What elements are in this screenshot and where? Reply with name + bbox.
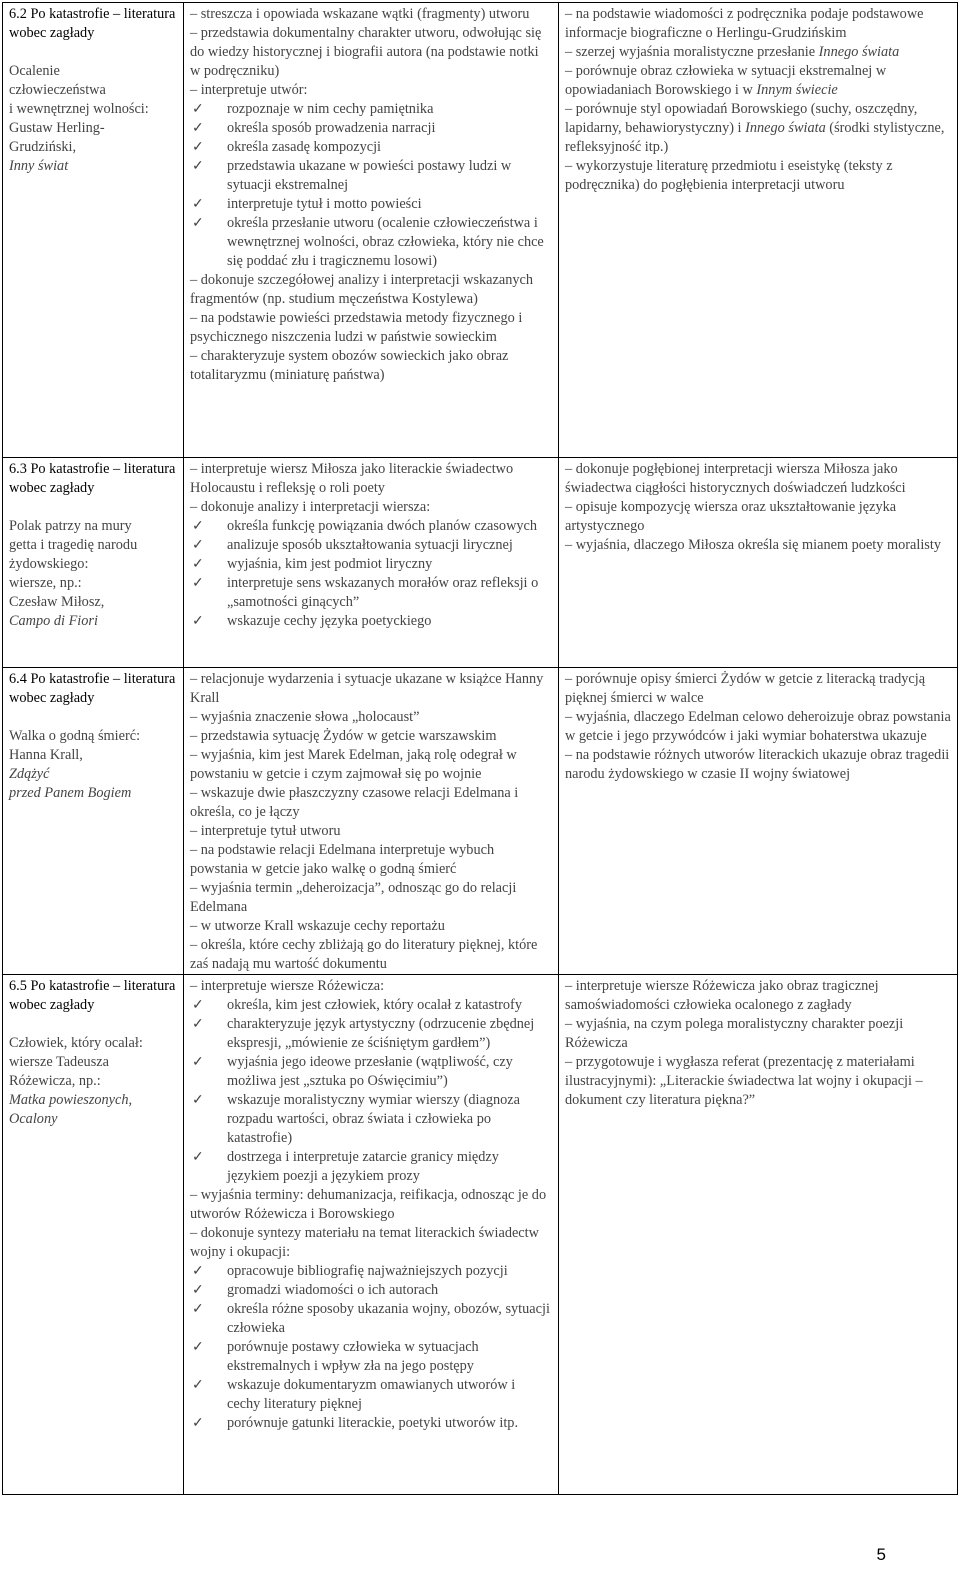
topic-line: Człowiek, który ocalał:: [9, 1035, 143, 1051]
check-item: [190, 214, 552, 271]
check-item: [190, 517, 552, 536]
basic-requirements-cell: [184, 3, 559, 458]
check-item: [190, 1015, 552, 1053]
check-item-text: rozpoznaje w nim cechy pamiętnika: [227, 101, 434, 117]
list-item-text: – przedstawia dokumentalny charakter utworu, odwołując się do wiedzy historycznej i biografii autora (na podstawie notki w podręczniku): [190, 25, 542, 79]
list-item-text: – wyjaśnia, na czym polega moralistyczny charakter poezji Różewicza: [565, 1016, 904, 1051]
section-heading: 6.2 Po katastrofie – literatura wobec zagłady: [9, 6, 176, 41]
check-item: [190, 1053, 552, 1091]
checkmark-icon: ✓: [192, 519, 204, 534]
topic-title: [9, 517, 177, 631]
checkmark-icon: ✓: [192, 998, 204, 1013]
topic-line: Hanna Krall,: [9, 747, 83, 763]
checkmark-icon: ✓: [192, 159, 204, 174]
list-item-text: – na podstawie różnych utworów literackich ukazuje obraz tragedii narodu żydowskiego w czasie II wojny światowej: [565, 747, 950, 782]
check-item: [190, 612, 552, 631]
check-item-text: dostrzega i interpretuje zatarcie granicy między językiem poezji a językiem prozy: [227, 1149, 499, 1184]
list-item: [190, 917, 552, 936]
list-item: [190, 1186, 552, 1224]
checkmark-icon: ✓: [192, 1093, 204, 1108]
check-item-text: wyjaśnia jego ideowe przesłanie (wątpliwość, czy możliwa jest „sztuka po Oświęcimiu”): [227, 1054, 513, 1089]
list-item: [190, 936, 552, 974]
topic-work-title: Inny świat: [9, 158, 69, 174]
topic-line: żydowskiego:: [9, 556, 89, 572]
check-item: [190, 1281, 552, 1300]
check-item-text: interpretuje tytuł i motto powieści: [227, 196, 422, 212]
list-item-text: – porównuje opisy śmierci Żydów w getcie z literacką tradycją pięknej śmierci w walce: [565, 671, 926, 706]
list-item-text: – wyjaśnia terminy: dehumanizacja, reifikacja, odnosząc je do utworów Różewicza i Borowskiego: [190, 1187, 547, 1222]
section-heading: 6.3 Po katastrofie – literatura wobec zagłady: [9, 461, 176, 496]
list-item: [190, 347, 552, 385]
check-item: [190, 1091, 552, 1148]
list-item-text: – w utworze Krall wskazuje cechy reportażu: [190, 918, 445, 934]
extended-requirements-cell: [559, 975, 958, 1495]
list-item-text: – interpretuje tytuł utworu: [190, 823, 341, 839]
table-row: [3, 3, 958, 458]
list-item-text: – dokonuje pogłębionej interpretacji wiersza Miłosza jako świadectwa ciągłości historycznych doświadczeń ludzkości: [565, 461, 906, 496]
list-item: [565, 5, 951, 43]
list-item: [565, 460, 951, 498]
list-item-text: – interpretuje wiersz Miłosza jako literackie świadectwo Holocaustu i refleksję o roli poety: [190, 461, 514, 496]
list-item: [565, 157, 951, 195]
checkmark-icon: ✓: [192, 1264, 204, 1279]
list-item: [565, 43, 951, 62]
check-item: [190, 1148, 552, 1186]
topic-work-title: Campo di Fiori: [9, 613, 98, 629]
check-item: [190, 195, 552, 214]
topic-line: Walka o godną śmierć:: [9, 728, 141, 744]
check-item-text: określa funkcję powiązania dwóch planów czasowych: [227, 518, 538, 534]
checkmark-icon: ✓: [192, 1416, 204, 1431]
check-item: [190, 100, 552, 119]
checkmark-icon: ✓: [192, 1283, 204, 1298]
list-item: [190, 460, 552, 498]
checkmark-icon: ✓: [192, 102, 204, 117]
list-item: [190, 977, 552, 996]
list-item-text: – wyjaśnia znaczenie słowa „holocaust”: [190, 709, 420, 725]
checkmark-icon: ✓: [192, 538, 204, 553]
list-item: [565, 708, 951, 746]
basic-requirements-cell: [184, 975, 559, 1495]
checkmark-icon: ✓: [192, 576, 204, 591]
list-item-text: – dokonuje szczegółowej analizy i interpretacji wskazanych fragmentów (np. studium męczeństwa Kostylewa): [190, 272, 533, 307]
checkmark-icon: ✓: [192, 1378, 204, 1393]
topic-work-title: Ocalony: [9, 1111, 58, 1127]
list-item-text: – przedstawia sytuację Żydów w getcie warszawskim: [190, 728, 497, 744]
check-item: [190, 1262, 552, 1281]
table-row: [3, 458, 958, 668]
check-item-text: gromadzi wiadomości o ich autorach: [227, 1282, 439, 1298]
checkmark-icon: ✓: [192, 140, 204, 155]
list-item-text: – charakteryzuje system obozów sowieckich jako obraz totalitaryzmu (miniaturę państwa): [190, 348, 509, 383]
checkmark-icon: ✓: [192, 1017, 204, 1032]
check-item-text: wskazuje moralistyczny wymiar wierszy (diagnoza rozpadu wartości, obraz świata i człowieka po katastrofie): [227, 1092, 520, 1146]
list-item: [190, 309, 552, 347]
topic-work-title: Matka powieszonych,: [9, 1092, 133, 1108]
check-item: [190, 138, 552, 157]
check-item: [190, 1414, 552, 1433]
checkmark-icon: ✓: [192, 557, 204, 572]
list-item: [190, 727, 552, 746]
list-item-text: – wyjaśnia, kim jest Marek Edelman, jaką rolę odegrał w powstaniu w getcie i czym zajmował się po wojnie: [190, 747, 517, 782]
list-item-text: – szerzej wyjaśnia moralistyczne przesłanie: [565, 44, 819, 60]
topic-line: Różewicza, np.:: [9, 1073, 101, 1089]
check-item: [190, 1376, 552, 1414]
list-item: [565, 746, 951, 784]
list-item-text: – porównuje obraz człowieka w sytuacji ekstremalnej w opowiadaniach Borowskiego i w: [565, 63, 887, 98]
check-item-text: określa sposób prowadzenia narracji: [227, 120, 436, 136]
list-item: [190, 5, 552, 24]
check-item-text: porównuje postawy człowieka w sytuacjach ekstremalnych i wpływ zła na jego postępy: [227, 1339, 479, 1374]
checkmark-icon: ✓: [192, 1340, 204, 1355]
list-item: [190, 708, 552, 727]
checkmark-icon: ✓: [192, 197, 204, 212]
topic-work-title: przed Panem Bogiem: [9, 785, 132, 801]
checkmark-icon: ✓: [192, 216, 204, 231]
topic-line: Czesław Miłosz,: [9, 594, 105, 610]
topic-work-title: Zdążyć: [9, 766, 50, 782]
table-row: [3, 975, 958, 1495]
section-heading: 6.4 Po katastrofie – literatura wobec zagłady: [9, 671, 176, 706]
topic-line: i wewnętrznej wolności:: [9, 101, 149, 117]
list-item-text: – porównuje styl opowiadań Borowskiego (suchy, oszczędny, lapidarny, behawiorystyczny) i: [565, 101, 918, 136]
list-item-text: – określa, które cechy zbliżają go do literatury pięknej, które zaś nadają mu wartość dokumentu: [190, 937, 538, 972]
check-item-text: wyjaśnia, kim jest podmiot liryczny: [227, 556, 433, 572]
list-item: [565, 670, 951, 708]
list-item: [565, 100, 951, 157]
list-item: [190, 784, 552, 822]
check-item-text: określa, kim jest człowiek, który ocalał z katastrofy: [227, 997, 522, 1013]
check-item: [190, 574, 552, 612]
check-item: [190, 996, 552, 1015]
topic-line: Polak patrzy na mury: [9, 518, 132, 534]
list-item: [190, 24, 552, 81]
basic-requirements-cell: [184, 458, 559, 668]
topic-line: wiersze, np.:: [9, 575, 82, 591]
list-item: [565, 1015, 951, 1053]
list-item-text: – przygotowuje i wygłasza referat (prezentację z materiałami ilustracyjnymi): „Literackie świadectwa lat wojny i okupacji – dokument czy literatura piękna?”: [565, 1054, 923, 1108]
topic-title: [9, 62, 177, 176]
list-item-text: – interpretuje wiersze Różewicza jako obraz tragicznej samoświadomości człowieka ocalonego z zagłady: [565, 978, 879, 1013]
topic-line: Ocalenie: [9, 63, 60, 79]
work-title: Innym świecie: [756, 82, 838, 98]
curriculum-table: [2, 2, 958, 1495]
checkmark-icon: ✓: [192, 614, 204, 629]
list-item: [190, 271, 552, 309]
list-item: [565, 977, 951, 1015]
topic-cell: [3, 458, 184, 668]
check-item-text: interpretuje sens wskazanych morałów oraz refleksji o „samotności ginących”: [227, 575, 539, 610]
check-item-text: analizuje sposób ukształtowania sytuacji lirycznej: [227, 537, 513, 553]
check-item: [190, 119, 552, 138]
work-title: Innego świata: [818, 44, 900, 60]
extended-requirements-cell: [559, 458, 958, 668]
list-item-text: – wyjaśnia, dlaczego Miłosza określa się mianem poety moralisty: [565, 537, 941, 553]
topic-cell: [3, 3, 184, 458]
list-item: [190, 670, 552, 708]
check-item-text: określa przesłanie utworu (ocalenie człowieczeństwa i wewnętrznej wolności, obraz człowieka, który nie chce się poddać złu i tragicznemu losowi): [227, 215, 544, 269]
list-item-text: – wskazuje dwie płaszczyzny czasowe relacji Edelmana i określa, co je łączy: [190, 785, 519, 820]
list-item-text: – na podstawie powieści przedstawia metody fizycznego i psychicznego niszczenia ludzi w państwie sowieckim: [190, 310, 523, 345]
topic-line: getta i tragedię narodu: [9, 537, 138, 553]
list-item-text: – dokonuje syntezy materiału na temat literackich świadectw wojny i okupacji:: [190, 1225, 539, 1260]
topic-title: [9, 727, 177, 803]
check-item: [190, 1300, 552, 1338]
checkmark-icon: ✓: [192, 1055, 204, 1070]
list-item: [190, 746, 552, 784]
check-item-text: określa różne sposoby ukazania wojny, obozów, sytuacji człowieka: [227, 1301, 550, 1336]
list-item-text: – relacjonuje wydarzenia i sytuacje ukazane w książce Hanny Krall: [190, 671, 544, 706]
list-item: [565, 498, 951, 536]
list-item-text: – wyjaśnia termin „deheroizacja”, odnosząc go do relacji Edelmana: [190, 880, 517, 915]
list-item-text: – na podstawie wiadomości z podręcznika podaje podstawowe informacje biograficzne o Herlingu-Grudzińskim: [565, 6, 924, 41]
checkmark-icon: ✓: [192, 121, 204, 136]
basic-requirements-cell: [184, 668, 559, 975]
list-item: [565, 62, 951, 100]
check-item: [190, 555, 552, 574]
list-item: [190, 879, 552, 917]
table-row: [3, 668, 958, 975]
list-item-text: – dokonuje analizy i interpretacji wiersza:: [190, 499, 431, 515]
check-item-text: określa zasadę kompozycji: [227, 139, 382, 155]
list-item-text: – interpretuje wiersze Różewicza:: [190, 978, 385, 994]
check-item-text: porównuje gatunki literackie, poetyki utworów itp.: [227, 1415, 519, 1431]
list-item: [190, 81, 552, 100]
work-title: Innego świata: [745, 120, 826, 136]
topic-cell: [3, 975, 184, 1495]
list-item-text: – streszcza i opowiada wskazane wątki (fragmenty) utworu: [190, 6, 530, 22]
topic-line: Grudziński,: [9, 139, 77, 155]
list-item: [190, 1224, 552, 1262]
topic-line: wiersze Tadeusza: [9, 1054, 109, 1070]
check-item-text: wskazuje dokumentaryzm omawianych utworów i cechy literatury pięknej: [227, 1377, 516, 1412]
list-item-text: – wyjaśnia, dlaczego Edelman celowo deheroizuje obraz powstania w getcie i jego przywódców i jaki wymiar bohaterstwa ukazuje: [565, 709, 951, 744]
topic-line: Gustaw Herling-: [9, 120, 105, 136]
check-item-text: charakteryzuje język artystyczny (odrzucenie zbędnej ekspresji, „mówienie ze ściśniętym gardłem”): [227, 1016, 535, 1051]
extended-requirements-cell: [559, 3, 958, 458]
list-item-text: – interpretuje utwór:: [190, 82, 308, 98]
extended-requirements-cell: [559, 668, 958, 975]
check-item-text: opracowuje bibliografię najważniejszych pozycji: [227, 1263, 508, 1279]
topic-line: człowieczeństwa: [9, 82, 106, 98]
list-item-text: – na podstawie relacji Edelmana interpretuje wybuch powstania w getcie jako walkę o godną śmierć: [190, 842, 495, 877]
list-item: [190, 841, 552, 879]
section-heading: 6.5 Po katastrofie – literatura wobec zagłady: [9, 978, 176, 1013]
list-item-text: – wykorzystuje literaturę przedmiotu i eseistykę (teksty z podręcznika) do pogłębienia interpretacji utworu: [565, 158, 893, 193]
topic-cell: [3, 668, 184, 975]
check-item-text: przedstawia ukazane w powieści postawy ludzi w sytuacji ekstremalnej: [227, 158, 512, 193]
list-item: [190, 822, 552, 841]
check-item: [190, 1338, 552, 1376]
list-item-text: – opisuje kompozycję wiersza oraz ukształtowanie języka artystycznego: [565, 499, 897, 534]
check-item: [190, 536, 552, 555]
list-item-tail: (środki stylistyczne, refleksyjność itp.): [565, 120, 945, 155]
check-item-text: wskazuje cechy języka poetyckiego: [227, 613, 432, 629]
check-item: [190, 157, 552, 195]
list-item: [565, 536, 951, 555]
topic-title: [9, 1034, 177, 1129]
checkmark-icon: ✓: [192, 1302, 204, 1317]
page-number: 5: [876, 1545, 886, 1564]
list-item: [565, 1053, 951, 1110]
checkmark-icon: ✓: [192, 1150, 204, 1165]
list-item: [190, 498, 552, 517]
